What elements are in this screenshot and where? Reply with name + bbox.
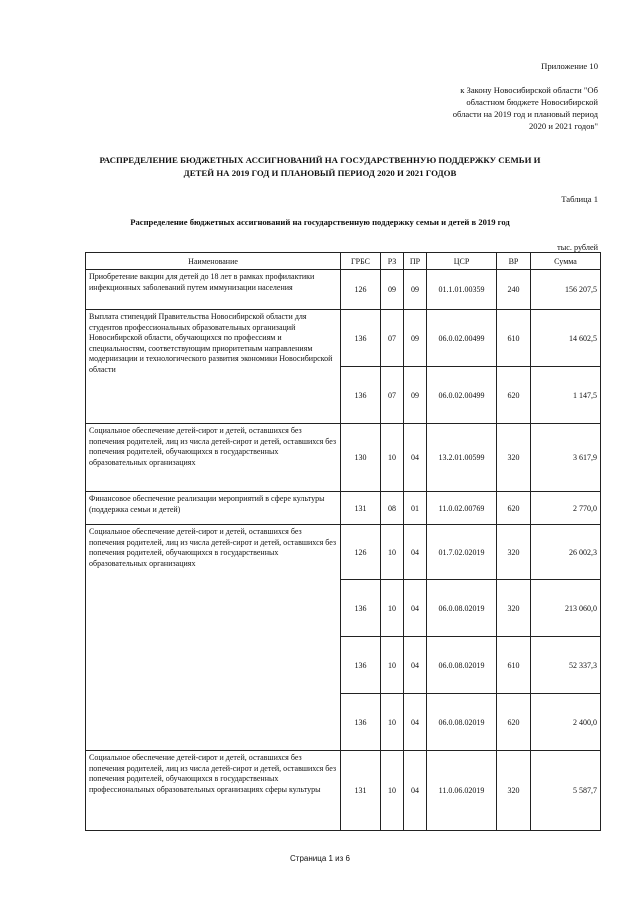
cell-sum: 1 147,5 [531,367,601,424]
cell-grbs: 136 [341,580,381,637]
cell-pr: 09 [404,367,427,424]
cell-sum: 156 207,5 [531,270,601,310]
cell-vr: 620 [497,492,531,525]
cell-vr: 620 [497,694,531,751]
table-row [86,310,601,367]
appendix-line: 2020 и 2021 годов" [528,121,598,131]
cell-csr: 06.0.08.02019 [427,580,497,637]
cell-csr: 06.0.08.02019 [427,694,497,751]
cell-grbs: 126 [341,525,381,580]
cell-sum: 14 602,5 [531,310,601,367]
cell-sum: 213 060,0 [531,580,601,637]
cell-csr: 11.0.06.02019 [427,751,497,831]
cell-pr: 04 [404,694,427,751]
cell-pr: 04 [404,637,427,694]
units-label: тыс. рублей [557,243,598,252]
appendix-line: области на 2019 год и плановый период [452,109,598,119]
cell-pr: 04 [404,525,427,580]
header-grbs: ГРБС [341,253,381,270]
table-row [86,525,601,580]
cell-vr: 620 [497,367,531,424]
cell-rz: 07 [381,310,404,367]
cell-name: Приобретение вакцин для детей до 18 лет в рамках профилактики инфекционных заболеваний путем иммунизации населения [86,270,341,310]
cell-grbs: 136 [341,367,381,424]
cell-vr: 320 [497,751,531,831]
cell-rz: 10 [381,525,404,580]
appendix-header [398,60,598,132]
cell-rz: 09 [381,270,404,310]
cell-sum: 52 337,3 [531,637,601,694]
header-csr: ЦСР [427,253,497,270]
page-footer: Страница 1 из 6 [290,854,350,863]
cell-rz: 07 [381,367,404,424]
cell-sum: 26 002,3 [531,525,601,580]
cell-csr: 01.7.02.02019 [427,525,497,580]
cell-sum: 2 770,0 [531,492,601,525]
cell-rz: 10 [381,424,404,492]
appendix-line: к Закону Новосибирской области "Об [460,85,598,95]
cell-grbs: 136 [341,694,381,751]
cell-sum: 5 587,7 [531,751,601,831]
budget-table [85,252,601,831]
cell-pr: 01 [404,492,427,525]
cell-name: Социальное обеспечение детей-сирот и детей, оставшихся без попечения родителей, лиц из числа детей-сирот и детей, оставшихся без попечения родителей, обучающихся в государственных образовательных организациях [86,525,341,751]
table-row [86,424,601,492]
cell-grbs: 136 [341,310,381,367]
header-sum: Сумма [531,253,601,270]
cell-grbs: 131 [341,751,381,831]
cell-vr: 320 [497,525,531,580]
cell-csr: 01.1.01.00359 [427,270,497,310]
header-name: Наименование [86,253,341,270]
cell-grbs: 126 [341,270,381,310]
cell-pr: 04 [404,751,427,831]
cell-rz: 10 [381,751,404,831]
title-line: РАСПРЕДЕЛЕНИЕ БЮДЖЕТНЫХ АССИГНОВАНИЙ НА ГОСУДАРСТВЕННУЮ ПОДДЕРЖКУ СЕМЬИ И [99,155,541,165]
cell-rz: 10 [381,694,404,751]
cell-vr: 610 [497,637,531,694]
appendix-line: областном бюджете Новосибирской [466,97,598,107]
cell-vr: 320 [497,580,531,637]
cell-pr: 09 [404,270,427,310]
cell-rz: 08 [381,492,404,525]
cell-csr: 13.2.01.00599 [427,424,497,492]
cell-csr: 06.0.02.00499 [427,367,497,424]
document-title [80,154,560,180]
cell-vr: 610 [497,310,531,367]
cell-rz: 10 [381,637,404,694]
table-row [86,270,601,310]
cell-name: Социальное обеспечение детей-сирот и детей, оставшихся без попечения родителей, лиц из числа детей-сирот и детей, оставшихся без попечения родителей, обучающихся в государственных профессиональных образовательных организациях сферы культуры [86,751,341,831]
cell-csr: 06.0.02.00499 [427,310,497,367]
cell-grbs: 131 [341,492,381,525]
cell-rz: 10 [381,580,404,637]
table-header-row [86,253,601,270]
cell-sum: 2 400,0 [531,694,601,751]
cell-name: Социальное обеспечение детей-сирот и детей, оставшихся без попечения родителей, лиц из числа детей-сирот и детей, оставшихся без попечения родителей, обучающихся в государственных образовательных организациях [86,424,341,492]
header-pr: ПР [404,253,427,270]
cell-csr: 06.0.08.02019 [427,637,497,694]
cell-grbs: 130 [341,424,381,492]
cell-grbs: 136 [341,637,381,694]
table-number: Таблица 1 [561,194,598,204]
appendix-title: Приложение 10 [541,61,598,71]
title-line: ДЕТЕЙ НА 2019 ГОД И ПЛАНОВЫЙ ПЕРИОД 2020 И 2021 ГОДОВ [183,168,457,178]
table-row [86,751,601,831]
cell-pr: 09 [404,310,427,367]
header-rz: РЗ [381,253,404,270]
cell-pr: 04 [404,424,427,492]
cell-name: Финансовое обеспечение реализации мероприятий в сфере культуры (поддержка семьи и детей) [86,492,341,525]
cell-vr: 320 [497,424,531,492]
cell-sum: 3 617,9 [531,424,601,492]
cell-pr: 04 [404,580,427,637]
cell-name: Выплата стипендий Правительства Новосибирской области для студентов профессиональных образовательных организаций Новосибирской области, обучающихся по профессиям и специальностям, соответствующим приоритетным направлениям модернизации и технологического развития экономики Новосибирской области [86,310,341,424]
header-vr: ВР [497,253,531,270]
table-subtitle: Распределение бюджетных ассигнований на государственную поддержку семьи и детей в 2019 год [130,217,510,227]
table-row [86,492,601,525]
cell-csr: 11.0.02.00769 [427,492,497,525]
cell-vr: 240 [497,270,531,310]
